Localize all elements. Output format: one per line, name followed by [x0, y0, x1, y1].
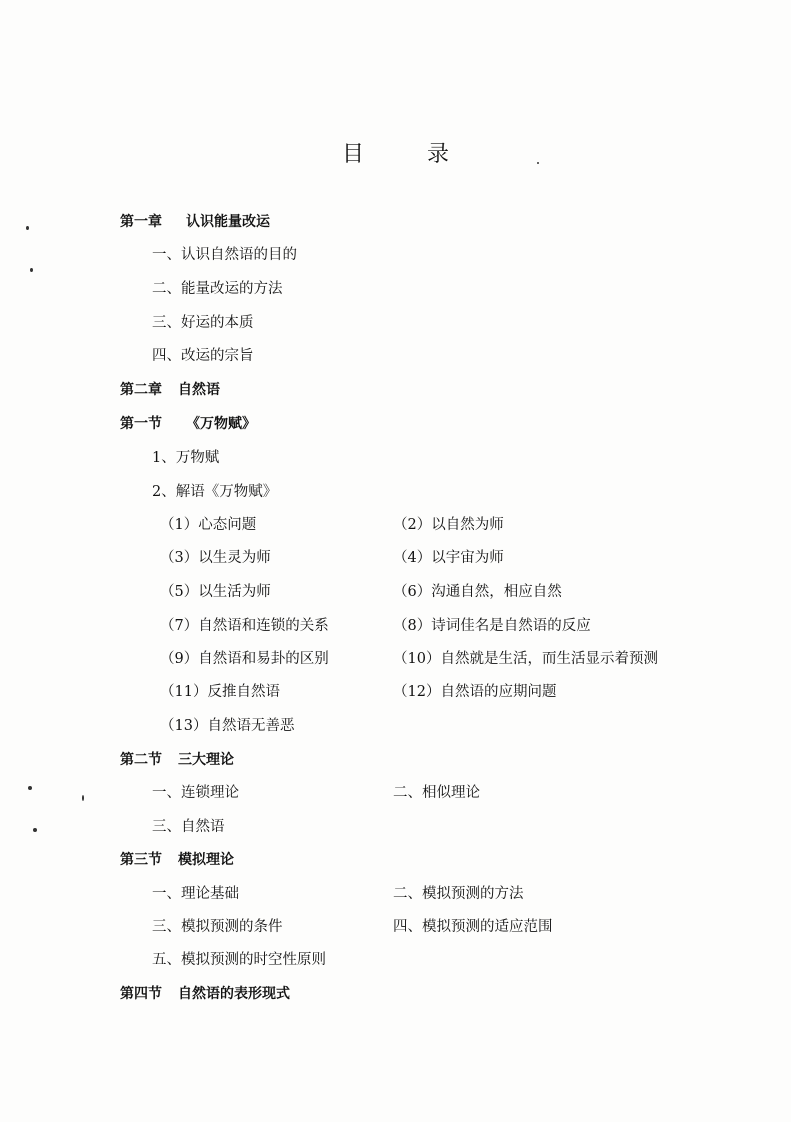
- toc-entry[interactable]: 1、万物赋: [152, 450, 220, 466]
- scan-speck: [33, 828, 37, 832]
- toc-entry[interactable]: 2、解语《万物赋》: [152, 484, 278, 500]
- toc-entry[interactable]: （2）以自然为师: [393, 517, 504, 533]
- chapter-heading[interactable]: [120, 380, 220, 400]
- toc-entry[interactable]: （7）自然语和连锁的关系: [160, 618, 329, 634]
- section-heading[interactable]: [120, 750, 234, 770]
- page-title: 目 录: [342, 142, 477, 167]
- scan-speck: [30, 268, 33, 272]
- toc-entry[interactable]: （9）自然语和易卦的区别: [160, 651, 329, 667]
- scan-speck: [26, 226, 29, 230]
- section-label: 第四节: [120, 986, 162, 1002]
- scan-speck: [82, 795, 84, 801]
- toc-entry[interactable]: （4）以宇宙为师: [393, 550, 504, 566]
- chapter-title: 自然语: [178, 382, 220, 398]
- toc-entry[interactable]: （12）自然语的应期问题: [393, 684, 557, 700]
- toc-entry[interactable]: 三、自然语: [152, 819, 225, 835]
- toc-entry[interactable]: 三、好运的本质: [152, 315, 254, 331]
- chapter-heading[interactable]: [120, 212, 270, 232]
- chapter-label: 第二章: [120, 382, 162, 398]
- toc-entry[interactable]: （3）以生灵为师: [160, 550, 271, 566]
- section-label: 第三节: [120, 852, 162, 868]
- toc-entry[interactable]: （11）反推自然语: [160, 684, 280, 700]
- section-title: 自然语的表形现式: [178, 986, 290, 1002]
- section-title: 《万物赋》: [186, 416, 256, 432]
- toc-entry[interactable]: 一、连锁理论: [152, 785, 239, 801]
- chapter-title: 认识能量改运: [186, 214, 270, 230]
- toc-entry[interactable]: 二、相似理论: [393, 785, 480, 801]
- section-title: 三大理论: [178, 752, 234, 768]
- toc-entry[interactable]: （8）诗词佳名是自然语的反应: [393, 618, 591, 634]
- toc-entry[interactable]: 一、理论基础: [152, 886, 239, 902]
- toc-entry[interactable]: 二、能量改运的方法: [152, 281, 283, 297]
- section-heading[interactable]: [120, 984, 290, 1004]
- section-heading[interactable]: [120, 414, 256, 434]
- toc-entry[interactable]: 四、模拟预测的适应范围: [393, 919, 553, 935]
- toc-entry[interactable]: （6）沟通自然，相应自然: [393, 584, 562, 600]
- section-heading[interactable]: [120, 850, 234, 870]
- section-label: 第一节: [120, 416, 162, 432]
- toc-entry[interactable]: 五、模拟预测的时空性原则: [152, 952, 326, 968]
- toc-entry[interactable]: （1）心态问题: [160, 517, 257, 533]
- section-title: 模拟理论: [178, 852, 234, 868]
- scan-speck: [28, 786, 32, 790]
- toc-entry[interactable]: 一、认识自然语的目的: [152, 247, 297, 263]
- toc-entry[interactable]: （13）自然语无善恶: [160, 718, 295, 734]
- toc-entry[interactable]: （5）以生活为师: [160, 584, 271, 600]
- toc-entry[interactable]: 四、改运的宗旨: [152, 348, 254, 364]
- toc-entry[interactable]: （10）自然就是生活，而生活显示着预测: [393, 651, 658, 667]
- section-label: 第二节: [120, 752, 162, 768]
- toc-entry[interactable]: 二、模拟预测的方法: [393, 886, 524, 902]
- toc-entry[interactable]: 三、模拟预测的条件: [152, 919, 283, 935]
- chapter-label: 第一章: [120, 214, 162, 230]
